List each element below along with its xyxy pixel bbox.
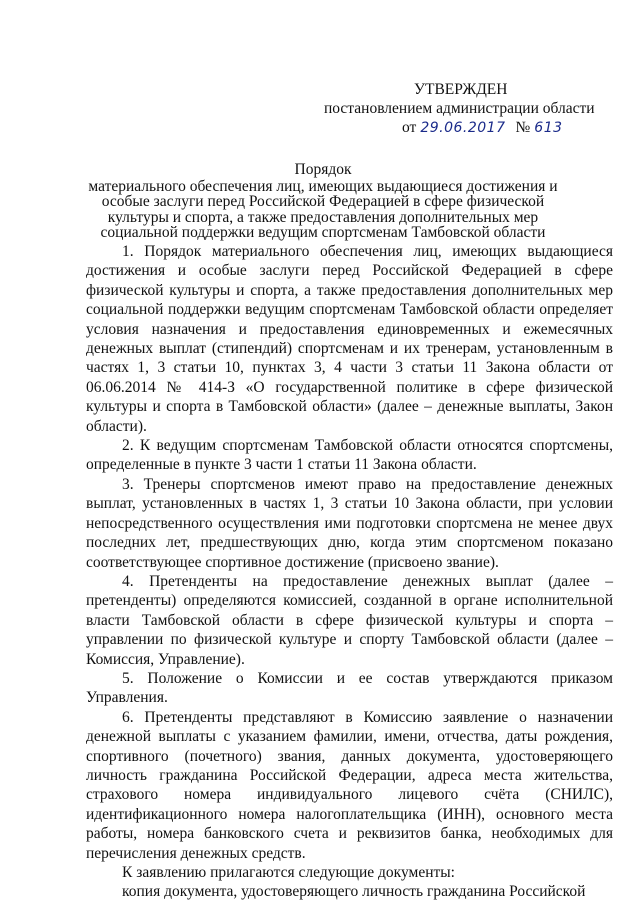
- paragraph-3: 3. Тренеры спортсменов имеют право на предоставление денежных выплат, установленных в частях 1, 3 статьи 10 Закона области, при условии непосредственного осуществления ими подготовки спортсмена не менее двух последних лет, предшествующих дню, когда этим спортсменом показано соответствующее спортивное достижение (присвоено звание).: [86, 475, 613, 571]
- handwritten-number: 613: [534, 120, 563, 136]
- document-subtitle: материального обеспечения лиц, имеющих выдающиеся достижения и особые заслуги перед Российской Федерацией в сфере физической культуры и спорта, а также предоставления дополнительных мер социальной поддержки ведущим спортсменам Тамбовской области: [88, 177, 558, 241]
- paragraph-4: 4. Претенденты на предоставление денежных выплат (далее – претенденты) определяются комиссией, созданной в органе исполнительной власти Тамбовской области в сфере физической культуры и спорта – управлении по физической культуре и спорту Тамбовской области (далее – Комиссия, Управление).: [86, 572, 613, 668]
- document-title-block: [78, 162, 568, 241]
- paragraph-2: 2. К ведущим спортсменам Тамбовской области относятся спортсмены, определенные в пункте 3 части 1 статьи 11 Закона области.: [86, 437, 613, 474]
- paragraph-5: 5. Положение о Комиссии и ее состав утверждаются приказом Управления.: [86, 669, 613, 707]
- approval-stamp-block: [322, 80, 602, 138]
- date-prefix: от: [402, 119, 417, 136]
- attachments-intro: К заявлению прилагаются следующие документы:: [122, 864, 455, 881]
- document-title: Порядок: [294, 161, 352, 178]
- approval-date-line: [322, 118, 602, 138]
- number-sign: №: [515, 119, 531, 136]
- document-body: [86, 242, 613, 902]
- attachment-item: копия документа, удостоверяющего личность гражданина Российской: [122, 883, 586, 901]
- handwritten-date: 29.06.2017: [420, 120, 506, 136]
- paragraph-1: 1. Порядок материального обеспечения лиц, имеющих выдающиеся достижения и особые заслуги перед Российской Федерацией в сфере физической культуры и спорта, а также предоставления дополнительных мер социальной поддержки ведущим спортсменам Тамбовской области определяет условия назначения и предоставления единовременных и ежемесячных денежных выплат (стипендий) спортсменам и их тренерам, установленным в частях 1, 3 статьи 10, пунктах 3, 4 части 3 статьи 11 Закона области от 06.06.2014 № 414-З «О государственной политике в сфере физической культуры и спорта в Тамбовской области» (далее – денежные выплаты, Закон области).: [86, 243, 613, 435]
- paragraph-6: 6. Претенденты представляют в Комиссию заявление о назначении денежной выплаты с указанием фамилии, имени, отчества, даты рождения, спортивного (почетного) звания, данных документа, удостоверяющего личность гражданина Российской Федерации, адреса места жительства, страхового номера индивидуального лицевого счёта (СНИЛС), идентификационного номера налогоплательщика (ИНН), основного места работы, номера банковского счета и реквизитов банка, необходимых для перечисления денежных средств.: [86, 708, 613, 862]
- approval-authority: постановлением администрации области: [324, 100, 595, 117]
- approval-title: УТВЕРЖДЕН: [414, 81, 508, 98]
